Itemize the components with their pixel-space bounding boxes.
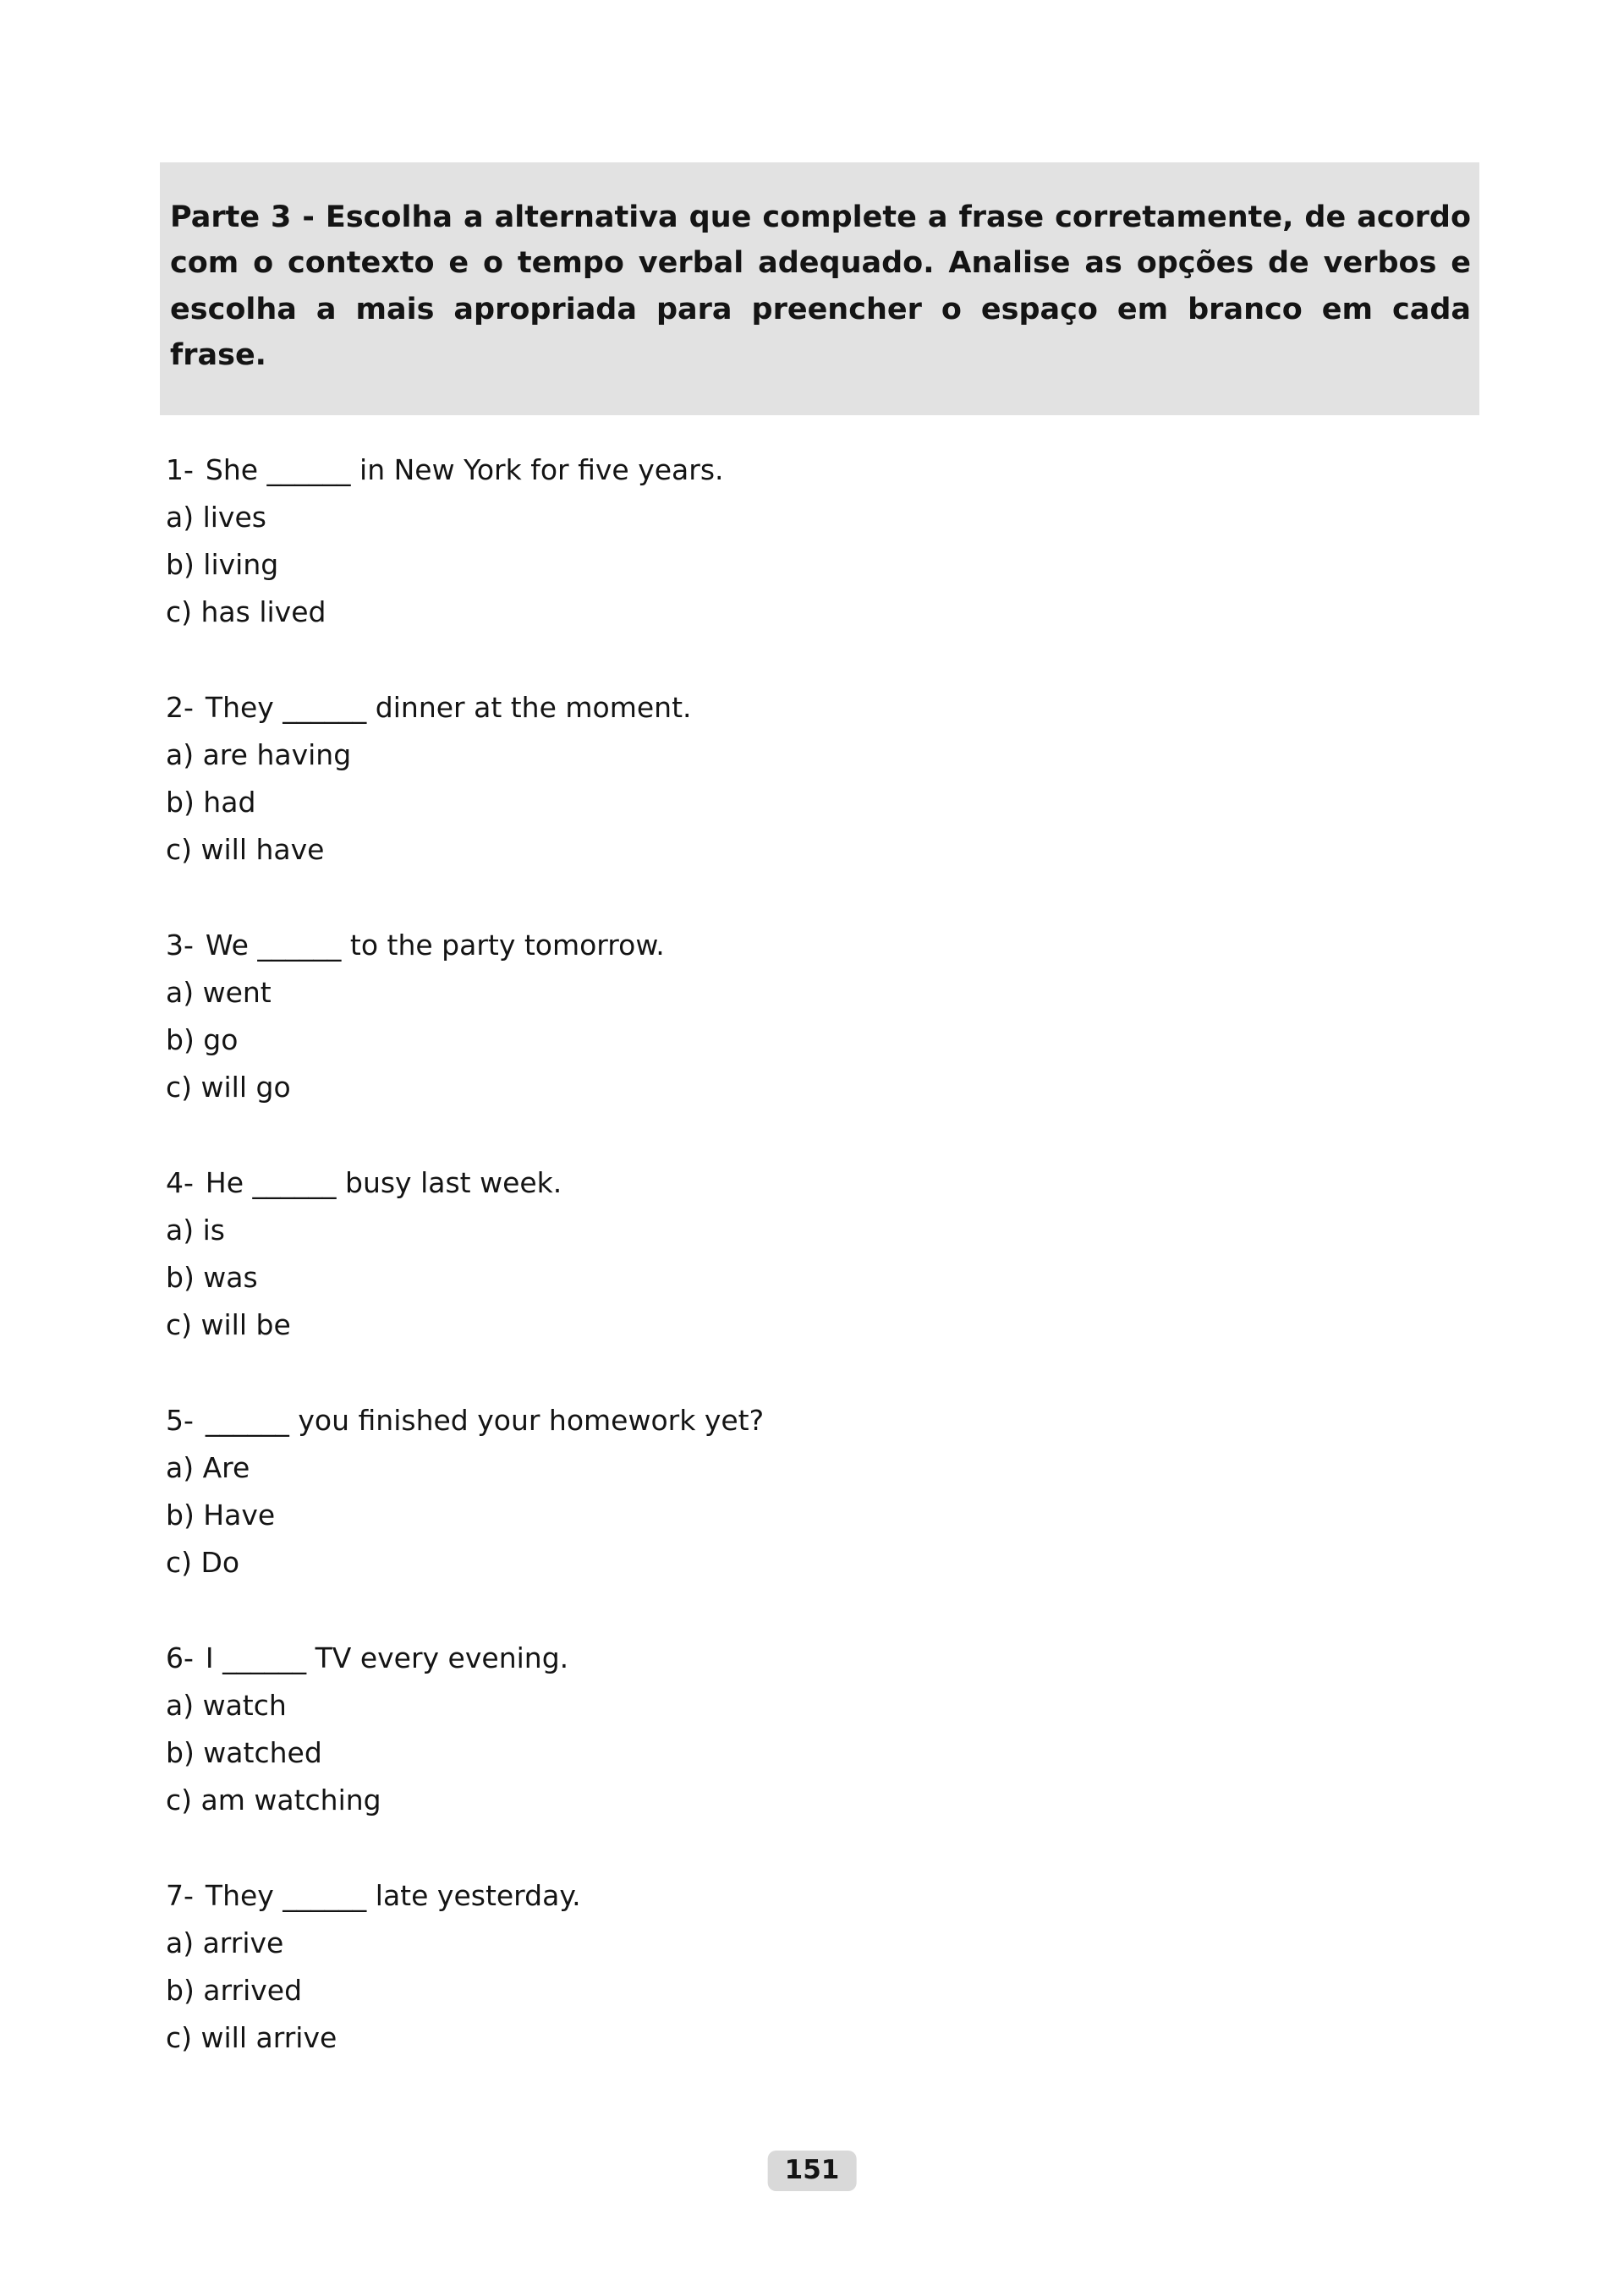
option-a: a) lives [166, 501, 266, 534]
option-a: a) arrive [166, 1926, 284, 1959]
instructions-box [160, 162, 1479, 415]
question-3 [166, 922, 1485, 1111]
question-5 [166, 1397, 1485, 1586]
option-c: c) will be [166, 1308, 291, 1341]
option-b: b) had [166, 786, 256, 819]
question-prompt [166, 447, 1485, 494]
question-text: They ______ late yesterday. [205, 1879, 581, 1912]
option-c: c) will arrive [166, 2021, 337, 2054]
question-number: 7- [166, 1879, 194, 1912]
question-text: We ______ to the party tomorrow. [205, 929, 665, 962]
question-number: 5- [166, 1404, 194, 1437]
question-text: She ______ in New York for five years. [205, 453, 724, 486]
option-b: b) go [166, 1023, 239, 1056]
question-1 [166, 447, 1485, 636]
question-6 [166, 1635, 1485, 1824]
question-prompt [166, 684, 1485, 732]
question-text: They ______ dinner at the moment. [205, 691, 692, 724]
question-text: He ______ busy last week. [205, 1166, 562, 1199]
option-c: c) am watching [166, 1784, 381, 1817]
option-c: c) has lived [166, 595, 326, 628]
instructions-text: Parte 3 - Escolha a alternativa que complete a frase corretamente, de acordo com o contexto e o tempo verbal adequado. Analise as opções de verbos e escolha a mais apropriada para preencher o espaço em branco em cada frase. [170, 200, 1471, 372]
option-b: b) arrived [166, 1974, 303, 2007]
question-4 [166, 1159, 1485, 1349]
question-text: I ______ TV every evening. [205, 1641, 569, 1674]
question-number: 1- [166, 453, 194, 486]
question-prompt [166, 1397, 1485, 1444]
question-number: 6- [166, 1641, 194, 1674]
option-b: b) Have [166, 1499, 276, 1532]
question-prompt [166, 1159, 1485, 1207]
option-a: a) Are [166, 1451, 250, 1484]
question-prompt [166, 1872, 1485, 1920]
option-a: a) watch [166, 1689, 287, 1722]
question-2 [166, 684, 1485, 874]
option-b: b) was [166, 1261, 258, 1294]
option-a: a) went [166, 976, 272, 1009]
option-c: c) will have [166, 833, 325, 866]
option-a: a) is [166, 1214, 225, 1247]
option-b: b) watched [166, 1736, 322, 1769]
question-number: 2- [166, 691, 194, 724]
question-text: ______ you finished your homework yet? [205, 1404, 765, 1437]
page-number: 151 [784, 2155, 840, 2185]
option-a: a) are having [166, 738, 352, 771]
option-b: b) living [166, 548, 279, 581]
question-prompt [166, 922, 1485, 969]
question-7 [166, 1872, 1485, 2062]
question-prompt [166, 1635, 1485, 1682]
questions-list [166, 447, 1485, 2110]
option-c: c) Do [166, 1546, 240, 1579]
option-c: c) will go [166, 1071, 291, 1104]
question-number: 4- [166, 1166, 194, 1199]
page-number-badge [768, 2151, 857, 2191]
question-number: 3- [166, 929, 194, 962]
